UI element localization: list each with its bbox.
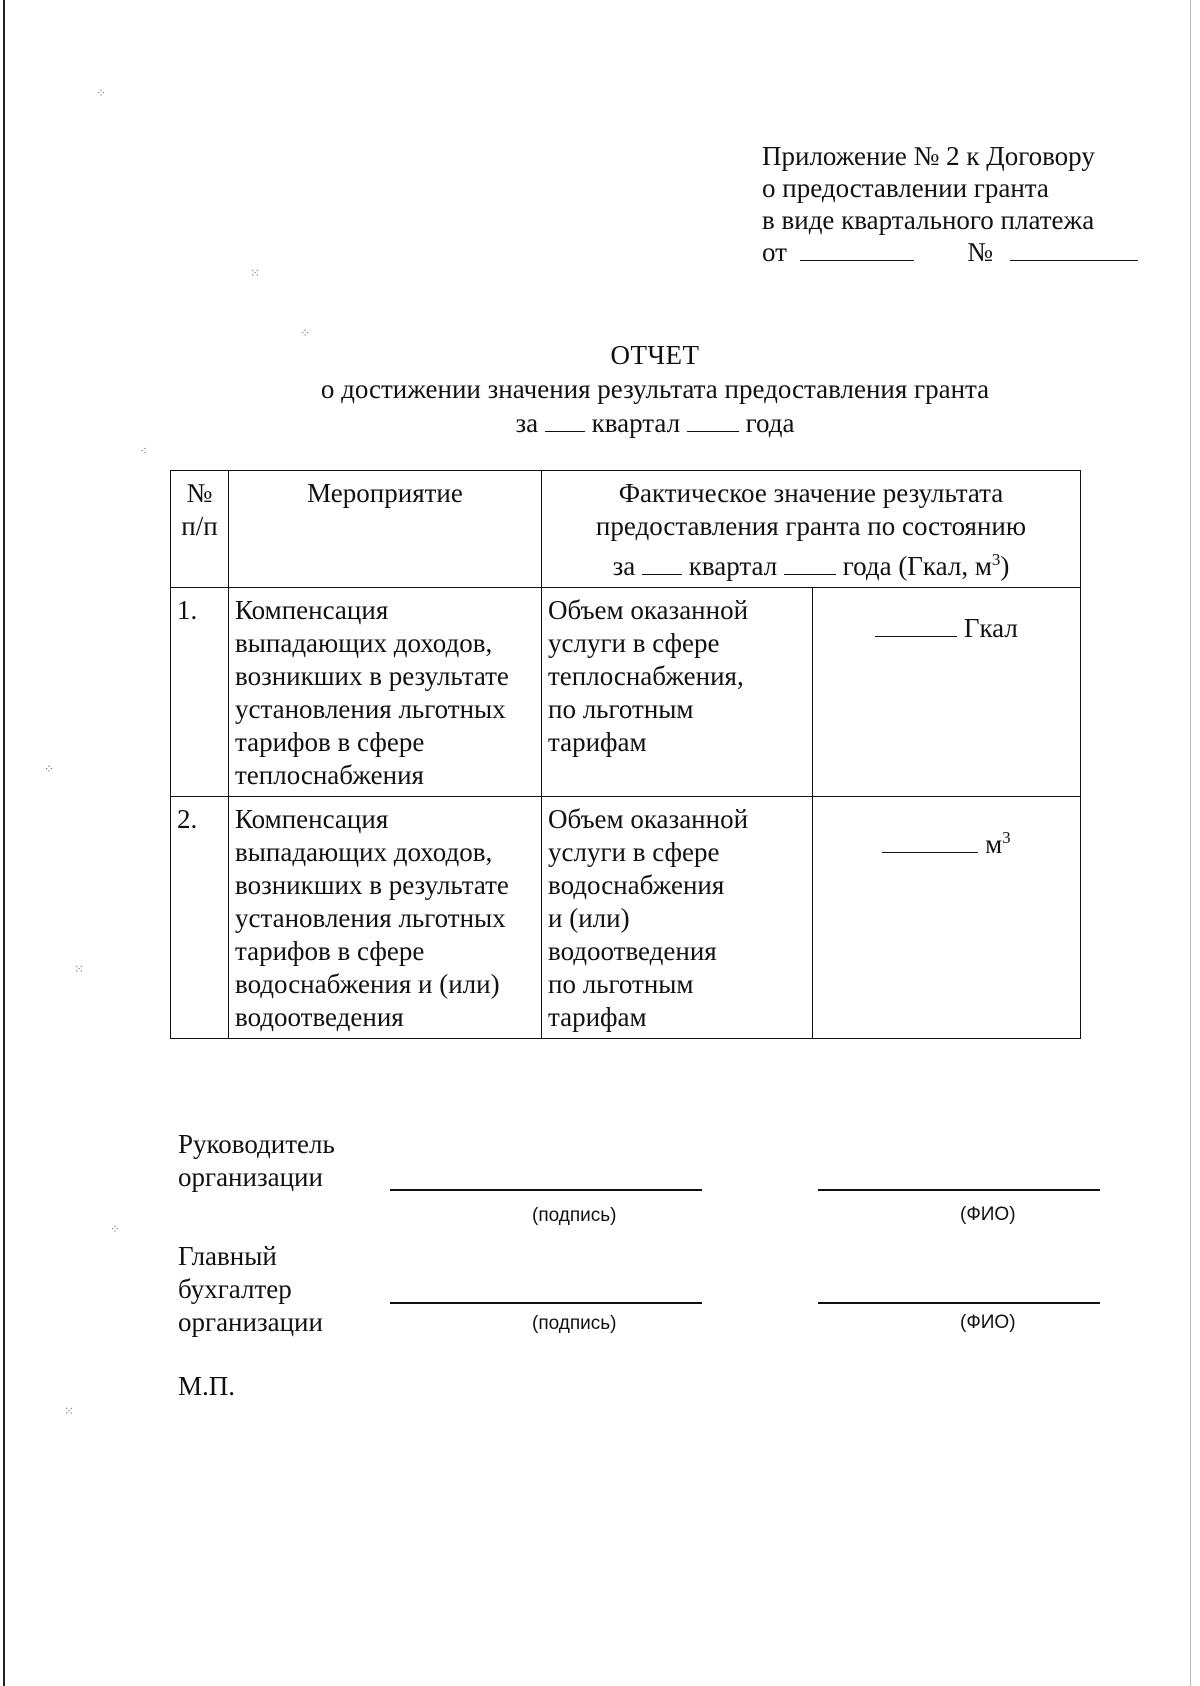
head-label-line1: Руководитель [178, 1129, 335, 1159]
scan-speck: ⁙ [74, 962, 85, 976]
row2-activity-line: водоснабжения и (или) [235, 969, 500, 999]
row1-unit: Гкал [963, 613, 1018, 643]
row1-activity-line: выпадающих доходов, [235, 628, 493, 658]
header-num-line1: № [186, 478, 213, 508]
appendix-date-number-row [762, 236, 1138, 268]
row2-description-line: водоснабжения [548, 870, 725, 900]
accountant-signature-caption: (подпись) [532, 1313, 617, 1334]
accountant-label-line2: бухгалтер [178, 1274, 292, 1304]
period-goda: года [745, 408, 795, 438]
header-num [171, 471, 229, 588]
period-za: за [515, 408, 539, 438]
date-blank [800, 238, 914, 261]
head-name-line [818, 1189, 1100, 1191]
row1-activity-line: установления льготных [235, 694, 506, 724]
header-activity: Мероприятие [229, 471, 542, 588]
row1-description-line: услуги в сфере [548, 628, 720, 658]
seal-label: М.П. [178, 1371, 236, 1401]
row2-activity-line: тарифов в сфере [235, 936, 425, 966]
scan-speck: ⁘ [44, 762, 55, 776]
accountant-name-caption: (ФИО) [960, 1312, 1016, 1333]
row2-activity-line: установления льготных [235, 903, 506, 933]
scan-left-border [3, 0, 5, 1686]
row2-activity-line: выпадающих доходов, [235, 837, 493, 867]
head-name-caption: (ФИО) [960, 1204, 1016, 1225]
appendix-line-3: в виде квартального платежа [762, 205, 1095, 235]
table-row [171, 797, 1081, 1039]
row1-activity [229, 588, 542, 797]
row2-description-line: и (или) [548, 903, 630, 933]
report-title: ОТЧЕТ [610, 340, 700, 370]
row1-amount-blank [875, 614, 957, 637]
report-table [170, 470, 1081, 1039]
header-goda: года (Гкал, м [842, 551, 992, 581]
row1-description-line: тарифам [548, 727, 647, 757]
header-quarter-blank [642, 552, 682, 575]
year-blank [687, 409, 739, 432]
period-kvartal: квартал [591, 408, 681, 438]
row1-activity-line: тарифов в сфере [235, 727, 425, 757]
appendix-header [762, 140, 1138, 268]
header-num-line2: п/п [181, 511, 218, 541]
report-title-block [200, 338, 1110, 440]
row1-activity-line: возникших в результате [235, 661, 509, 691]
accountant-label-line1: Главный [178, 1241, 277, 1271]
head-signature-line [390, 1189, 702, 1191]
row2-description [542, 797, 813, 1039]
table-header-row [171, 471, 1081, 588]
head-label-line2: организации [178, 1162, 323, 1192]
row1-description [542, 588, 813, 797]
row2-amount-blank [882, 830, 978, 853]
scan-speck: ⁘ [110, 1222, 121, 1236]
row1-activity-line: теплоснабжения [235, 760, 424, 790]
row2-description-line: тарифам [548, 1002, 647, 1032]
row2-description-line: по льготным [548, 969, 694, 999]
scan-speck: ⁙ [64, 1404, 75, 1418]
row1-amount [813, 588, 1081, 797]
accountant-label-line3: организации [178, 1307, 323, 1337]
row2-amount [813, 797, 1081, 1039]
header-value-line2: предоставления гранта по состоянию [595, 511, 1027, 541]
row2-activity-line: водоотведения [235, 1002, 404, 1032]
row2-unit-sup: 3 [1002, 828, 1011, 847]
row2-activity [229, 797, 542, 1039]
row1-description-line: по льготным [548, 694, 694, 724]
header-close: ) [1000, 551, 1010, 581]
number-blank [1010, 238, 1138, 261]
header-year-blank [784, 552, 836, 575]
accountant-name-line [818, 1302, 1100, 1304]
date-label: от [762, 237, 787, 267]
row2-description-line: водоотведения [548, 936, 717, 966]
accountant-label [178, 1240, 323, 1339]
header-za: за [612, 551, 636, 581]
appendix-line-1: Приложение № 2 к Договору [762, 141, 1095, 171]
report-period [200, 406, 1110, 440]
row2-description-line: Объем оказанной [548, 804, 749, 834]
appendix-line-2: о предоставлении гранта [762, 173, 1049, 203]
head-label [178, 1128, 335, 1194]
header-value [542, 471, 1081, 588]
scan-speck: ⁘ [300, 326, 311, 340]
row2-num: 2. [171, 797, 229, 1039]
header-kvartal: квартал [688, 551, 778, 581]
row2-activity-line: возникших в результате [235, 870, 509, 900]
row1-activity-line: Компенсация [235, 595, 389, 625]
head-signature-caption: (подпись) [532, 1205, 617, 1226]
accountant-signature-line [390, 1302, 702, 1304]
header-value-line3 [548, 543, 1074, 583]
scan-speck: ⁖ [140, 444, 148, 458]
quarter-blank [545, 409, 585, 432]
row2-unit: м [985, 829, 1003, 859]
header-value-line1: Фактическое значение результата [618, 478, 1004, 508]
table-row [171, 588, 1081, 797]
row1-num: 1. [171, 588, 229, 797]
row2-activity-line: Компенсация [235, 804, 389, 834]
row2-description-line: услуги в сфере [548, 837, 720, 867]
row1-description-line: теплоснабжения, [548, 661, 744, 691]
report-subtitle: о достижении значения результата предоставления гранта [320, 374, 990, 404]
scan-speck: ⁘ [96, 86, 107, 100]
scan-right-border [1190, 0, 1191, 1686]
row1-description-line: Объем оказанной [548, 595, 749, 625]
header-sup: 3 [991, 550, 1001, 569]
scan-speck: ⁙ [250, 266, 261, 280]
number-label: № [967, 237, 993, 267]
